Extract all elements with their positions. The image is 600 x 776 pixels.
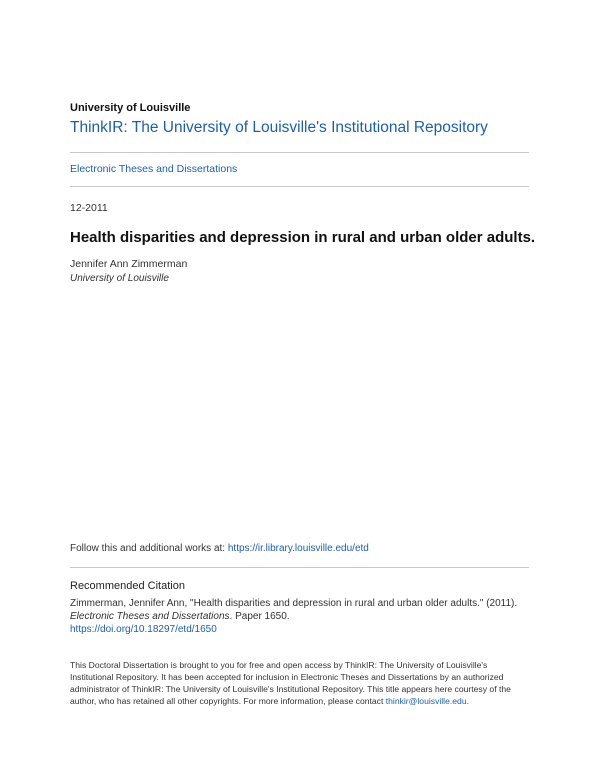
collection-link[interactable]: Electronic Theses and Dissertations <box>70 163 238 175</box>
divider-citation <box>70 567 529 568</box>
citation-doi-link[interactable]: https://doi.org/10.18297/etd/1650 <box>70 624 217 635</box>
citation-text: Zimmerman, Jennifer Ann, "Health disparities and depression in rural and urban older adults." (2011). <box>70 598 518 609</box>
divider-collection <box>70 186 529 187</box>
citation-paper: . Paper 1650. <box>229 611 290 622</box>
repository-title-link[interactable]: ThinkIR: The University of Louisville's Institutional Repository <box>70 119 488 136</box>
notice-line <box>70 696 469 706</box>
notice-line: This Doctoral Dissertation is brought to you for free and open access by ThinkIR: The University of Louisville's <box>70 660 488 670</box>
notice-end: . <box>466 696 469 706</box>
citation-journal: Electronic Theses and Dissertations <box>70 611 230 622</box>
follow-line <box>70 543 369 554</box>
follow-text: Follow this and additional works at: <box>70 543 228 554</box>
institution-name: University of Louisville <box>70 102 191 114</box>
follow-link[interactable]: https://ir.library.louisville.edu/etd <box>227 543 369 554</box>
citation-source <box>70 611 290 622</box>
divider-top <box>70 152 529 153</box>
document-title: Health disparities and depression in rural and urban older adults. <box>70 229 536 246</box>
contact-email-link[interactable]: thinkir@louisville.edu <box>385 696 467 706</box>
notice-contact-text: author, who has retained all other copyrights. For more information, please contact <box>70 696 386 706</box>
author-affiliation: University of Louisville <box>70 273 169 284</box>
publication-date: 12-2011 <box>70 202 108 214</box>
notice-line: Institutional Repository. It has been accepted for inclusion in Electronic Theses and Dissertations by an authorized <box>70 672 504 682</box>
author-name: Jennifer Ann Zimmerman <box>70 258 188 270</box>
notice-line: administrator of ThinkIR: The University of Louisville's Institutional Repository. This title appears here courtesy of the <box>70 684 511 694</box>
recommended-citation-heading: Recommended Citation <box>70 580 185 592</box>
